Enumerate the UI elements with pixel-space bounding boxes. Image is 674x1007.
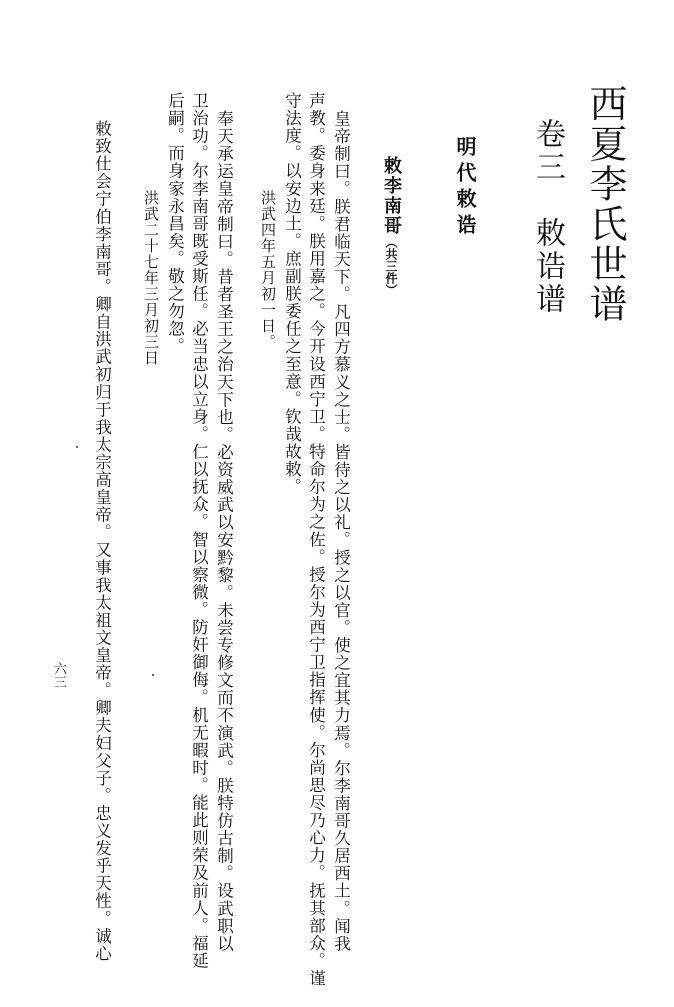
edict2-line-2: 卫治功。尔李南哥既受斯任。必当忠以立身。仁以抚众。智以察微。防奸御侮。机无暇时。能此则荣及前人。福延 (189, 92, 209, 970)
scan-speck (152, 674, 154, 676)
edict-heading-note: （共三件） (384, 236, 398, 296)
chapter-title: 卷三 敕诰谱 (530, 118, 565, 316)
edict2-date: 洪武二十七年三月初三日 (142, 190, 160, 366)
edict2-line-3: 后嗣。而身家永昌矣。敬之勿忽。 (165, 92, 185, 356)
book-title: 西夏李氏世谱 (583, 84, 627, 324)
edict1-line-1: 皇帝制曰。朕君临天下。凡四方慕义之士。皆待之以礼。授之以官。使之宜其力焉。尔李南哥久居西土。闻我 (331, 110, 351, 953)
scan-speck (76, 446, 78, 448)
edict1-line-3: 守法度。以安边土。庶副朕委任之至意。钦哉故敕。 (282, 92, 302, 496)
edict3-line-1: 敕致仕会宁伯李南哥。卿自洪武初归于我太宗高皇帝。又事我太祖文皇帝。卿夫妇父子。忠义发乎天性。诚心 (92, 120, 112, 963)
page-number: 六三 (51, 662, 66, 688)
edict-heading (382, 156, 400, 296)
edict1-line-2: 声教。委身来廷。朕用嘉之。今开设西宁卫。特命尔为之佐。授尔为西宁卫指挥使。尔尚思尽乃心力。抚其部众。谨 (306, 92, 326, 988)
edict-heading-text: 敕李南哥 (381, 156, 402, 236)
edict1-date: 洪武四年五月初一日。 (259, 190, 277, 350)
section-title: 明代敕诰 (453, 136, 477, 240)
edict2-line-1: 奉天承运皇帝制曰。昔者圣王之治天下也。必资威武以安黔黎。未尝专修文而不演武。朕特仿古制。设武职以 (214, 110, 234, 953)
